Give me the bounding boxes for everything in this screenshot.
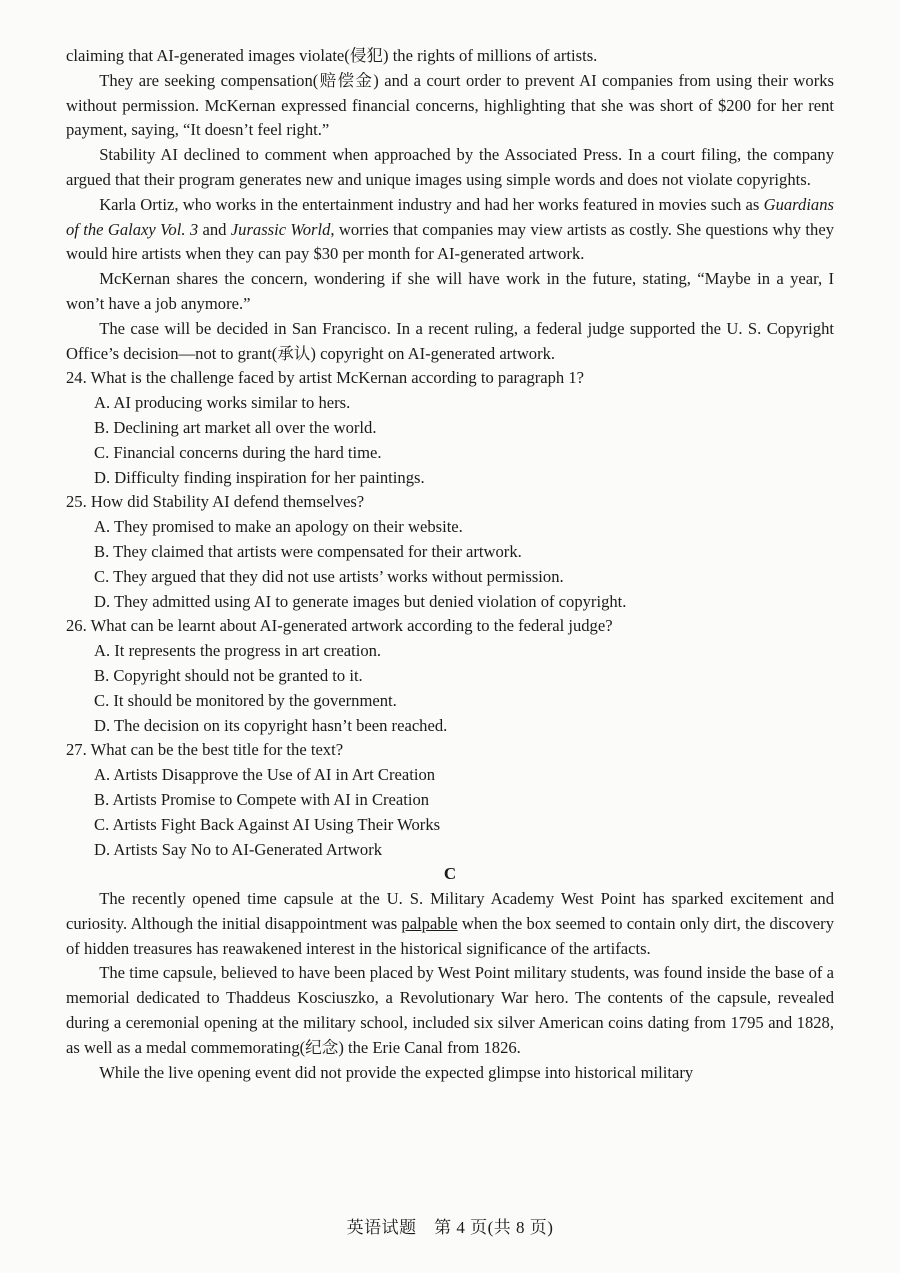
exam-page <box>66 44 834 1085</box>
passage-b-paragraph-4: McKernan shares the concern, wondering if she will have work in the future, stating, “Maybe in a year, I won’t have a job anymore.” <box>66 269 834 313</box>
paragraph-3-text-c: , worries that companies may view artists as costly. She questions why they would hire artists when they can pay $30 per month for AI-generated artwork. <box>66 219 835 264</box>
passage-c-heading: C <box>443 864 457 884</box>
question-24 <box>66 366 834 490</box>
passage-b-paragraph-2: Stability AI declined to comment when approached by the Associated Press. In a court filing, the company argued that their program generates new and unique images using simple words and does not violate copyrights. <box>66 145 834 189</box>
option-d: D. The decision on its copyright hasn’t been reached. <box>94 715 448 735</box>
passage-c-paragraph-3: While the live opening event did not provide the expected glimpse into historical military <box>99 1062 694 1082</box>
movie-title-jurassic-world: Jurassic World <box>230 219 331 239</box>
option-b: B. Artists Promise to Compete with AI in Creation <box>94 789 430 809</box>
question-27 <box>66 738 834 862</box>
option-c: C. Artists Fight Back Against AI Using Their Works <box>94 814 441 834</box>
option-a: A. Artists Disapprove the Use of AI in Art Creation <box>94 765 436 785</box>
page-footer: 英语试题 第 4 页(共 8 页) <box>346 1218 554 1237</box>
option-c: C. They argued that they did not use artists’ works without permission. <box>94 566 564 586</box>
question-stem: 24. What is the challenge faced by artist McKernan according to paragraph 1? <box>66 368 585 388</box>
passage-b-paragraph-3 <box>66 193 834 267</box>
passage-b-paragraph-0: claiming that AI-generated images violate(侵犯) the rights of millions of artists. <box>66 46 598 65</box>
passage-c-paragraph-2: The time capsule, believed to have been placed by West Point military students, was found inside the base of a memorial dedicated to Thaddeus Kosciuszko, a Revolutionary War hero. The contents of the capsule, revealed during a ceremonial opening at the military school, included six silver American coins dating from 1795 and 1828, as well as a medal commemorating(纪念) the Erie Canal from 1826. <box>66 963 834 1057</box>
option-a: A. AI producing works similar to hers. <box>94 393 351 413</box>
option-b: B. Copyright should not be granted to it. <box>94 665 363 685</box>
question-stem: 25. How did Stability AI defend themselves? <box>66 492 365 512</box>
option-d: D. They admitted using AI to generate images but denied violation of copyright. <box>94 591 627 611</box>
passage-b-paragraph-5: The case will be decided in San Francisco. In a recent ruling, a federal judge supported the U. S. Copyright Office’s decision—not to grant(承认) copyright on AI-generated artwork. <box>66 318 834 363</box>
question-stem: 27. What can be the best title for the text? <box>66 740 344 760</box>
option-a: A. It represents the progress in art creation. <box>94 641 382 661</box>
passage-b-paragraph-1: They are seeking compensation(赔偿金) and a court order to prevent AI companies from using their works without permission. McKernan expressed financial concerns, highlighting that she was short of $200 for her rent payment, saying, “It doesn’t feel right.” <box>66 70 834 140</box>
option-d: D. Artists Say No to AI-Generated Artwork <box>94 839 383 859</box>
option-c: C. Financial concerns during the hard time. <box>94 442 382 462</box>
option-d: D. Difficulty finding inspiration for her paintings. <box>94 467 425 487</box>
movie-title-guardians: Guardians of the Galaxy Vol. 3 <box>66 194 834 239</box>
passage-c-paragraph-1 <box>66 887 834 961</box>
option-a: A. They promised to make an apology on their website. <box>94 517 463 537</box>
question-26 <box>66 614 834 738</box>
paragraph-3-text-a: Karla Ortiz, who works in the entertainment industry and had her works featured in movies such as <box>99 194 764 214</box>
option-c: C. It should be monitored by the government. <box>94 690 397 710</box>
paragraph-3-text-b: and <box>198 219 231 239</box>
question-25 <box>66 490 834 614</box>
underlined-word-palpable: palpable <box>401 913 458 933</box>
paragraph-c1-text-a: The recently opened time capsule at the U. S. Military Academy West Point has sparked excitement and curiosity. Although the initial disappointment was <box>66 889 834 933</box>
option-b: B. Declining art market all over the world. <box>94 417 377 437</box>
paragraph-c1-text-b: when the box seemed to contain only dirt, the discovery of hidden treasures has reawakened interest in the historical significance of the artifacts. <box>66 913 834 958</box>
question-stem: 26. What can be learnt about AI-generated artwork according to the federal judge? <box>66 616 613 636</box>
option-b: B. They claimed that artists were compensated for their artwork. <box>94 541 522 561</box>
